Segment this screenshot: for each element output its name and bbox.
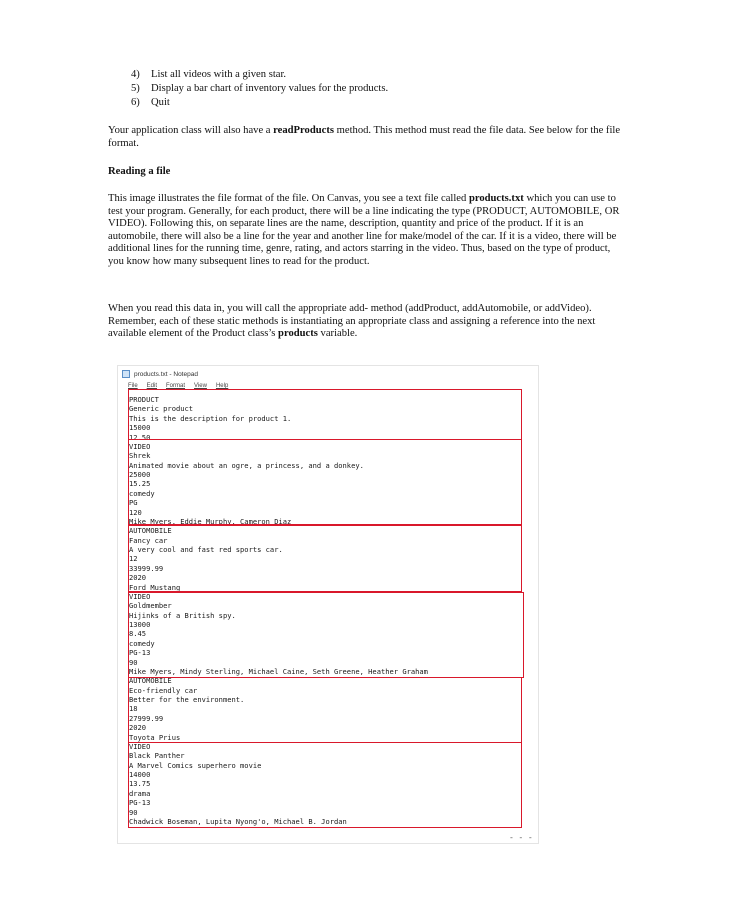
notepad-line: 13000 [129,620,151,629]
notepad-line: AUTOMOBILE [129,526,172,536]
notepad-line: AUTOMOBILE [129,676,172,686]
notepad-line: 2020 [129,573,147,583]
notepad-line: Eco-friendly car [129,685,198,695]
notepad-line: 12 [129,554,138,564]
menu-format: Format [166,383,186,389]
notepad-line: comedy [129,488,155,498]
notepad-line: A Marvel Comics superhero movie [129,760,262,770]
list-item [131,83,388,97]
notepad-line: 12.50 [129,432,151,442]
list-number: 5) [131,83,140,94]
notepad-line: Hijinks of a British spy. [129,610,236,620]
para2-text-b: which you can use to test your program. Generally, for each product, there will be a line indicating the type (PRODUCT, AUTOMOBILE, OR VIDEO). Following this, on separate lines are the name, description, quantity and price of the product. If it is an automobile, there will also be a line for the year and another line for make/model of the car. If it is a video, there will be additional lines for the running time, genre, rating, and actors starring in the video. Thus, based on the type of product, you know how many subsequent lines to read for the product. [108,193,620,267]
para3-bold: products [278,328,318,340]
notepad-line: PG-13 [129,648,151,658]
menu-help: Help [215,383,229,389]
read-products-paragraph [108,125,628,150]
notepad-line: 27999.99 [129,713,164,723]
list-item [131,97,388,111]
notepad-line: Black Panther [129,751,185,761]
notepad-line: 18 [129,704,138,714]
para1-text-b: method. This method must read the file data. See below for the file format. [108,125,621,149]
para2-bold: products.txt [468,193,524,204]
notepad-line: Shrek [129,451,151,461]
notepad-line: 90 [129,807,138,817]
section-heading: Reading a file [108,166,171,177]
para3-text-a: When you read this data in, you will call the appropriate add- method (addProduct, addAutomobile, or addVideo). Remember, each of these static methods is instantiating an appropriate class and assigning a reference into the next available element of the Product class’s [108,303,596,340]
notepad-screenshot [118,366,538,843]
notepad-line: VIDEO [129,441,151,451]
notepad-line: VIDEO [129,741,151,751]
record-box-automobile [128,677,522,743]
notepad-line: drama [129,788,151,798]
notepad-line: 14000 [129,770,151,779]
notepad-line: 15.25 [129,479,151,489]
notepad-line: A very cool and fast red sports car. [129,545,283,554]
notepad-line: Goldmember [129,601,172,611]
notepad-line: PG [129,498,138,508]
list-text: Display a bar chart of inventory values for the products. [151,83,389,94]
para1-text-a: Your application class will also have a [108,125,274,136]
notepad-line: Animated movie about an ogre, a princess, and a donkey. [129,460,364,470]
notepad-line: 120 [129,507,142,517]
notepad-title: products.txt - Notepad [134,370,198,378]
para2-text-a: This image illustrates the file format of the file. On Canvas, you see a text file called [108,193,469,204]
notepad-line: Toyota Prius [129,732,181,742]
notepad-line: Mike Myers, Eddie Murphy, Cameron Diaz [129,516,292,526]
notepad-titlebar [118,366,538,382]
feature-list [131,69,388,111]
notepad-line: Mike Myers, Mindy Sterling, Michael Caine, Seth Greene, Heather Graham [129,666,428,676]
record-box-automobile [128,525,522,592]
notepad-line: 33999.99 [129,563,164,573]
list-number: 4) [131,69,140,80]
file-format-paragraph [108,193,628,269]
record-box-video [128,439,522,525]
record-box-video [128,592,524,678]
notepad-line: 2020 [129,723,147,733]
list-number: 6) [131,97,140,108]
notepad-line: Fancy car [129,535,168,545]
list-text: List all videos with a given star. [151,69,287,80]
para1-bold: readProducts [273,125,334,136]
notepad-line: PRODUCT [129,395,159,404]
list-text: Quit [151,97,170,108]
notepad-line: 15000 [129,423,151,433]
notepad-line: 8.45 [129,629,147,639]
para3-text-b: variable. [317,328,358,340]
record-box-video [128,742,522,828]
notepad-line: 25000 [129,470,151,479]
notepad-line: VIDEO [129,591,151,601]
list-item [131,69,388,83]
menu-edit: Edit [146,383,158,389]
record-box-product [128,389,522,440]
notepad-line: Chadwick Boseman, Lupita Nyong'o, Michael B. Jordan [129,816,347,826]
notepad-line: This is the description for product 1. [129,413,292,423]
notepad-line: 90 [129,657,138,667]
menu-view: View [194,383,207,389]
footer-mark: - - - [510,833,534,842]
menu-file: File [128,383,138,389]
notepad-line: PG-13 [129,798,151,808]
notepad-line: 13.75 [129,779,151,789]
add-methods-paragraph [108,303,628,341]
notepad-icon [122,370,130,378]
notepad-line: Better for the environment. [129,695,245,704]
notepad-line: Generic product [129,404,194,414]
notepad-line: Ford Mustang [129,582,181,592]
notepad-line: comedy [129,638,155,648]
